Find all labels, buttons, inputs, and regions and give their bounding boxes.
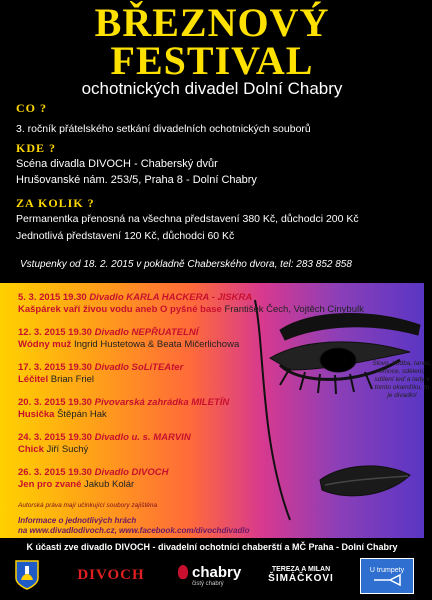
event-venue: Divadlo u. s. MARVIN — [94, 432, 191, 443]
event-venue: Divadlo DIVOCH — [94, 467, 169, 478]
event-title: Wódny muž — [18, 339, 72, 350]
info-line-1: Informace o jednotlivých hrách — [18, 516, 137, 525]
divoch-logo-text: DIVOCH — [77, 566, 145, 583]
event-author: Jiří Suchý — [46, 444, 89, 455]
event-venue: Divadlo NEPŘUATELNÍ — [94, 327, 199, 338]
event-author: Jakub Kolár — [84, 479, 135, 490]
trumpety-logo-text: U trumpety — [369, 566, 405, 574]
event-item — [18, 292, 364, 316]
info-line-2: na www.divadlodivoch.cz, www.facebook.com/divochdivadlo — [18, 526, 250, 535]
footer-text: K účasti zve divadlo DIVOCH - divadelní ochotníci chaberští a MČ Praha - Dolní Chabry — [26, 542, 398, 552]
event-item — [18, 467, 169, 491]
kde-heading: KDE ? — [16, 141, 57, 155]
co-heading: CO ? — [16, 101, 47, 115]
event-title: Husička — [18, 409, 55, 420]
grape-icon — [178, 565, 188, 579]
event-author: Ingrid Hustetowa & Beata Mičerlichowa — [73, 339, 240, 350]
quote-text: Slovo, hudba, tanec, emoce, sdělení, sdílení teď a tady v tomto okamžiku, to je divadlo! — [372, 360, 432, 399]
subtitle: ochotnických divadel Dolní Chabry — [81, 79, 343, 98]
event-item — [18, 397, 229, 421]
coat-of-arms-logo — [14, 558, 40, 592]
event-title: Léčitel — [18, 374, 49, 385]
event-date: 17. 3. 2015 19.30 — [18, 362, 92, 373]
event-date: 5. 3. 2015 19.30 — [18, 292, 87, 303]
zakolik-line-2: Jednotlivá představení 120 Kč, důchodci 60 Kč — [16, 230, 235, 242]
event-date: 20. 3. 2015 19.30 — [18, 397, 92, 408]
event-title: Chick — [18, 444, 44, 455]
kde-line-2: Hrušovanské nám. 253/5, Praha 8 - Dolní Chabry — [16, 174, 257, 186]
shield-icon — [15, 560, 39, 590]
trumpet-icon — [372, 574, 402, 586]
rights-note: Autorská práva mají učinkující soubory zajištěna — [18, 502, 158, 509]
zakolik-line-1: Permanentka přenosná na všechna představení 380 Kč, důchodci 200 Kč — [16, 213, 359, 225]
event-venue: Pivovarská zahrádka MILETÍN — [94, 397, 230, 408]
event-date: 24. 3. 2015 19.30 — [18, 432, 92, 443]
event-item — [18, 432, 191, 456]
simackovi-logo — [262, 558, 340, 592]
event-venue: Divadlo KARLA HACKERA - JISKRA — [89, 292, 253, 303]
event-date: 12. 3. 2015 19.30 — [18, 327, 92, 338]
kde-line-1: Scéna divadla DIVOCH - Chaberský dvůr — [16, 158, 218, 170]
title-line-1: BŘEZNOVÝ — [94, 0, 330, 45]
chabry-logo-text: chabry — [192, 563, 242, 581]
divoch-logo — [70, 558, 152, 592]
chabry-logo-subtext: čistý chabrý — [192, 580, 224, 587]
title-line-2: FESTIVAL — [110, 38, 314, 83]
presale-info: Vstupenky od 18. 2. 2015 v pokladně Chaberského dvora, tel: 283 852 858 — [20, 259, 352, 270]
trumpety-logo — [360, 558, 414, 594]
event-title: Kašpárek vaří živou vodu aneb O pyšné base — [18, 304, 222, 315]
event-date: 26. 3. 2015 19.30 — [18, 467, 92, 478]
event-title: Jen pro zvané — [18, 479, 82, 490]
zakolik-heading: ZA KOLIK ? — [16, 196, 95, 210]
event-author: František Čech, Vojtěch Cinybulk — [224, 304, 364, 315]
chabry-logo — [178, 558, 248, 592]
face-illustration — [250, 290, 424, 538]
footer — [0, 538, 424, 600]
co-text: 3. ročník přátelského setkání divadelních ochotnických souborů — [16, 123, 311, 135]
event-item — [18, 362, 183, 386]
event-author: Štěpán Hak — [57, 409, 107, 420]
event-venue: Divadlo SoLiTEAter — [94, 362, 184, 373]
simackovi-line-2: ŠIMÁČKOVI — [268, 573, 334, 584]
event-item — [18, 327, 239, 351]
event-author: Brian Friel — [50, 374, 95, 385]
simackovi-line-1: TEREZA A MILAN — [271, 566, 331, 573]
